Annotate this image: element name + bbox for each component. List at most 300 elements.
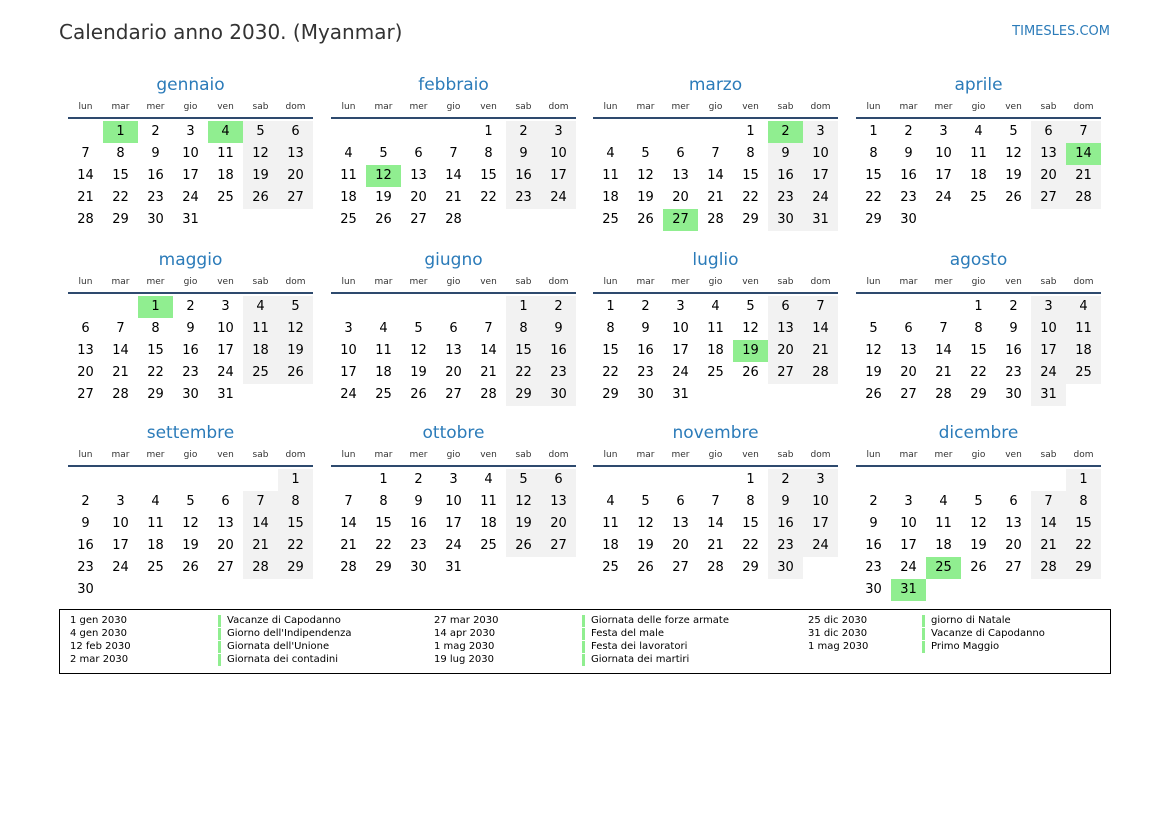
month-name: settembre — [146, 423, 235, 443]
day-cell: 16 — [900, 168, 917, 183]
day-cell: 23 — [410, 538, 427, 553]
day-cell: 18 — [602, 538, 619, 553]
day-cell: 13 — [1005, 516, 1022, 531]
day-cell: 19 — [637, 538, 654, 553]
day-cell: 21 — [480, 365, 497, 380]
day-cell: 10 — [445, 494, 462, 509]
holiday-name: Festa del male — [582, 628, 664, 640]
day-cell: 18 — [375, 365, 392, 380]
day-cell: 20 — [672, 190, 689, 205]
holiday-name: Festa dei lavoratori — [582, 641, 687, 653]
day-cell: 15 — [278, 513, 313, 535]
day-cell: 21 — [1066, 165, 1101, 187]
weekday-label: lun — [603, 102, 618, 112]
day-cell: 23 — [541, 362, 576, 384]
weekday-label: ven — [480, 450, 497, 460]
day-cell: 21 — [1031, 535, 1066, 557]
day-cell: 10 — [803, 143, 838, 165]
day-cell: 7 — [484, 321, 493, 336]
day-cell: 11 — [935, 516, 952, 531]
holiday-name: Giorno dell'Indipendenza — [218, 628, 352, 640]
brand-link[interactable]: TIMESLES.COM — [1012, 24, 1110, 39]
day-cell: 12 — [1005, 146, 1022, 161]
day-cell: 1 — [506, 296, 541, 318]
weekday-label: lun — [866, 450, 881, 460]
holiday-date: 1 mag 2030 — [808, 641, 869, 652]
day-cell: 15 — [506, 340, 541, 362]
day-cell: 10 — [182, 146, 199, 161]
weekday-label: sab — [1040, 277, 1057, 287]
day-cell: 1 — [1066, 469, 1101, 491]
day-cell: 15 — [742, 168, 759, 183]
day-cell: 10 — [935, 146, 952, 161]
day-cell: 10 — [672, 321, 689, 336]
day-cell: 22 — [742, 190, 759, 205]
day-cell: 26 — [410, 387, 427, 402]
day-cell: 12 — [637, 516, 654, 531]
day-cell: 28 — [243, 557, 278, 579]
day-cell: 6 — [904, 321, 913, 336]
day-cell: 30 — [637, 387, 654, 402]
day-cell: 27 — [541, 535, 576, 557]
month-header-rule — [856, 465, 1101, 467]
weekday-label: sab — [515, 450, 532, 460]
day-cell: 22 — [602, 365, 619, 380]
holiday-name: Giornata dei contadini — [218, 654, 338, 666]
day-cell: 8 — [116, 146, 125, 161]
day-cell: 2 — [768, 469, 803, 491]
day-cell: 22 — [865, 190, 882, 205]
weekday-label: gio — [446, 450, 461, 460]
day-cell: 16 — [410, 516, 427, 531]
day-cell: 10 — [541, 143, 576, 165]
day-cell: 1 — [484, 124, 493, 139]
day-cell: 1 — [869, 124, 878, 139]
day-cell: 9 — [186, 321, 195, 336]
month-name: aprile — [954, 75, 1003, 95]
weekday-label: dom — [548, 277, 569, 287]
weekday-label: mer — [146, 277, 165, 287]
day-cell: 15 — [480, 168, 497, 183]
weekday-label: mar — [111, 102, 130, 112]
day-cell: 1 — [278, 469, 313, 491]
day-cell: 21 — [707, 190, 724, 205]
day-cell: 31 — [217, 387, 234, 402]
day-cell: 16 — [541, 340, 576, 362]
day-cell: 25 — [480, 538, 497, 553]
day-cell: 9 — [1009, 321, 1018, 336]
day-cell: 22 — [112, 190, 129, 205]
day-cell: 22 — [506, 362, 541, 384]
day-cell: 20 — [672, 538, 689, 553]
day-cell: 20 — [77, 365, 94, 380]
holiday-day-cell: 1 — [138, 296, 173, 318]
day-cell: 21 — [243, 535, 278, 557]
day-cell: 17 — [900, 538, 917, 553]
day-cell: 8 — [746, 494, 755, 509]
day-cell: 29 — [375, 560, 392, 575]
day-cell: 14 — [340, 516, 357, 531]
day-cell: 6 — [1009, 494, 1018, 509]
day-cell: 17 — [340, 365, 357, 380]
day-cell: 3 — [344, 321, 353, 336]
month-header-rule — [68, 292, 313, 294]
day-cell: 30 — [900, 212, 917, 227]
day-cell: 5 — [379, 146, 388, 161]
holiday-day-cell: 14 — [1066, 143, 1101, 165]
weekday-label: lun — [603, 277, 618, 287]
weekday-label: sab — [252, 450, 269, 460]
holiday-name: Primo Maggio — [922, 641, 999, 653]
day-cell: 27 — [672, 560, 689, 575]
day-cell: 18 — [243, 340, 278, 362]
weekday-label: lun — [341, 277, 356, 287]
day-cell: 19 — [182, 538, 199, 553]
day-cell: 27 — [77, 387, 94, 402]
day-cell: 29 — [742, 560, 759, 575]
holiday-date: 19 lug 2030 — [434, 654, 494, 665]
day-cell: 16 — [182, 343, 199, 358]
weekday-label: lun — [341, 102, 356, 112]
day-cell: 18 — [935, 538, 952, 553]
month-header-rule — [593, 117, 838, 119]
weekday-label: dom — [285, 102, 306, 112]
day-cell: 29 — [602, 387, 619, 402]
weekday-label: mer — [146, 450, 165, 460]
day-cell: 28 — [77, 212, 94, 227]
weekday-label: gio — [708, 277, 723, 287]
day-cell: 4 — [939, 494, 948, 509]
holiday-date: 4 gen 2030 — [70, 628, 128, 639]
day-cell: 22 — [147, 365, 164, 380]
day-cell: 17 — [672, 343, 689, 358]
day-cell: 13 — [217, 516, 234, 531]
day-cell: 25 — [147, 560, 164, 575]
weekday-label: gio — [708, 102, 723, 112]
day-cell: 28 — [803, 362, 838, 384]
month-name: marzo — [688, 75, 743, 95]
day-cell: 26 — [970, 560, 987, 575]
day-cell: 27 — [900, 387, 917, 402]
weekday-label: mar — [111, 450, 130, 460]
day-cell: 18 — [1066, 340, 1101, 362]
day-cell: 19 — [1005, 168, 1022, 183]
weekday-label: mar — [374, 450, 393, 460]
weekday-label: ven — [480, 277, 497, 287]
day-cell: 18 — [217, 168, 234, 183]
weekday-label: dom — [285, 277, 306, 287]
month-header-rule — [856, 117, 1101, 119]
day-cell: 28 — [445, 212, 462, 227]
day-cell: 14 — [480, 343, 497, 358]
weekday-label: ven — [1005, 450, 1022, 460]
holiday-name: Giornata dei martiri — [582, 654, 689, 666]
day-cell: 23 — [506, 187, 541, 209]
day-cell: 11 — [707, 321, 724, 336]
day-cell: 24 — [900, 560, 917, 575]
day-cell: 8 — [278, 491, 313, 513]
day-cell: 28 — [935, 387, 952, 402]
day-cell: 6 — [449, 321, 458, 336]
day-cell: 7 — [344, 494, 353, 509]
weekday-label: ven — [742, 450, 759, 460]
weekday-label: ven — [217, 277, 234, 287]
day-cell: 18 — [147, 538, 164, 553]
day-cell: 5 — [869, 321, 878, 336]
day-cell: 18 — [970, 168, 987, 183]
weekday-label: sab — [252, 277, 269, 287]
weekday-label: mar — [636, 102, 655, 112]
day-cell: 20 — [278, 165, 313, 187]
weekday-label: sab — [777, 277, 794, 287]
day-cell: 19 — [865, 365, 882, 380]
day-cell: 17 — [935, 168, 952, 183]
day-cell: 21 — [112, 365, 129, 380]
day-cell: 19 — [278, 340, 313, 362]
day-cell: 19 — [637, 190, 654, 205]
day-cell: 28 — [480, 387, 497, 402]
day-cell: 6 — [278, 121, 313, 143]
day-cell: 26 — [865, 387, 882, 402]
day-cell: 11 — [217, 146, 234, 161]
day-cell: 8 — [746, 146, 755, 161]
day-cell: 2 — [641, 299, 650, 314]
day-cell: 26 — [506, 535, 541, 557]
holiday-day-cell: 31 — [891, 579, 926, 601]
month-name: luglio — [692, 250, 739, 270]
day-cell: 25 — [602, 560, 619, 575]
day-cell: 9 — [81, 516, 90, 531]
day-cell: 30 — [541, 384, 576, 406]
day-cell: 30 — [1005, 387, 1022, 402]
day-cell: 17 — [1031, 340, 1066, 362]
day-cell: 15 — [602, 343, 619, 358]
day-cell: 9 — [151, 146, 160, 161]
day-cell: 8 — [869, 146, 878, 161]
day-cell: 13 — [900, 343, 917, 358]
day-cell: 2 — [506, 121, 541, 143]
day-cell: 25 — [707, 365, 724, 380]
day-cell: 7 — [939, 321, 948, 336]
day-cell: 4 — [606, 146, 615, 161]
day-cell: 11 — [602, 516, 619, 531]
day-cell: 2 — [186, 299, 195, 314]
day-cell: 10 — [340, 343, 357, 358]
day-cell: 21 — [935, 365, 952, 380]
weekday-label: mer — [934, 450, 953, 460]
day-cell: 13 — [672, 168, 689, 183]
holiday-day-cell: 4 — [208, 121, 243, 143]
day-cell: 21 — [707, 538, 724, 553]
day-cell: 12 — [742, 321, 759, 336]
day-cell: 9 — [414, 494, 423, 509]
weekday-label: dom — [548, 102, 569, 112]
day-cell: 3 — [221, 299, 230, 314]
weekday-label: sab — [1040, 102, 1057, 112]
day-cell: 5 — [641, 146, 650, 161]
day-cell: 20 — [768, 340, 803, 362]
weekday-label: mer — [934, 102, 953, 112]
day-cell: 14 — [935, 343, 952, 358]
day-cell: 6 — [768, 296, 803, 318]
month-header-rule — [331, 465, 576, 467]
day-cell: 19 — [375, 190, 392, 205]
day-cell: 28 — [707, 560, 724, 575]
holiday-name: Giornata delle forze armate — [582, 615, 729, 627]
holiday-day-cell: 19 — [733, 340, 768, 362]
day-cell: 26 — [742, 365, 759, 380]
day-cell: 30 — [182, 387, 199, 402]
weekday-label: gio — [446, 277, 461, 287]
weekday-label: mer — [671, 450, 690, 460]
day-cell: 9 — [641, 321, 650, 336]
holiday-day-cell: 1 — [103, 121, 138, 143]
day-cell: 14 — [445, 168, 462, 183]
day-cell: 30 — [865, 582, 882, 597]
day-cell: 5 — [186, 494, 195, 509]
day-cell: 28 — [1031, 557, 1066, 579]
weekday-label: sab — [1040, 450, 1057, 460]
day-cell: 16 — [147, 168, 164, 183]
weekday-label: mer — [409, 102, 428, 112]
day-cell: 15 — [147, 343, 164, 358]
day-cell: 11 — [970, 146, 987, 161]
day-cell: 16 — [637, 343, 654, 358]
day-cell: 9 — [869, 516, 878, 531]
day-cell: 5 — [278, 296, 313, 318]
day-cell: 24 — [340, 387, 357, 402]
day-cell: 1 — [606, 299, 615, 314]
day-cell: 13 — [77, 343, 94, 358]
day-cell: 24 — [803, 187, 838, 209]
day-cell: 18 — [480, 516, 497, 531]
day-cell: 13 — [672, 516, 689, 531]
weekday-label: lun — [341, 450, 356, 460]
day-cell: 26 — [637, 212, 654, 227]
day-cell: 31 — [803, 209, 838, 231]
day-cell: 17 — [217, 343, 234, 358]
weekday-label: gio — [446, 102, 461, 112]
weekday-label: mar — [636, 450, 655, 460]
day-cell: 15 — [375, 516, 392, 531]
day-cell: 13 — [541, 491, 576, 513]
day-cell: 9 — [506, 143, 541, 165]
day-cell: 26 — [637, 560, 654, 575]
day-cell: 12 — [970, 516, 987, 531]
day-cell: 29 — [1066, 557, 1101, 579]
day-cell: 7 — [81, 146, 90, 161]
day-cell: 19 — [970, 538, 987, 553]
weekday-label: mer — [671, 277, 690, 287]
day-cell: 2 — [414, 472, 423, 487]
day-cell: 11 — [375, 343, 392, 358]
day-cell: 24 — [803, 535, 838, 557]
day-cell: 3 — [1031, 296, 1066, 318]
holiday-date: 25 dic 2030 — [808, 615, 868, 626]
day-cell: 3 — [541, 121, 576, 143]
weekday-label: gio — [971, 450, 986, 460]
month-header-rule — [68, 465, 313, 467]
weekday-label: gio — [971, 277, 986, 287]
day-cell: 31 — [1031, 384, 1066, 406]
day-cell: 26 — [182, 560, 199, 575]
day-cell: 3 — [904, 494, 913, 509]
day-cell: 2 — [81, 494, 90, 509]
day-cell: 23 — [900, 190, 917, 205]
day-cell: 20 — [1005, 538, 1022, 553]
weekday-label: lun — [866, 102, 881, 112]
day-cell: 4 — [484, 472, 493, 487]
day-cell: 7 — [711, 146, 720, 161]
day-cell: 6 — [541, 469, 576, 491]
day-cell: 16 — [768, 513, 803, 535]
weekday-label: gio — [183, 277, 198, 287]
day-cell: 26 — [375, 212, 392, 227]
day-cell: 31 — [445, 560, 462, 575]
day-cell: 17 — [541, 165, 576, 187]
day-cell: 10 — [112, 516, 129, 531]
day-cell: 3 — [803, 469, 838, 491]
holiday-date: 31 dic 2030 — [808, 628, 868, 639]
day-cell: 14 — [77, 168, 94, 183]
day-cell: 31 — [182, 212, 199, 227]
day-cell: 24 — [217, 365, 234, 380]
day-cell: 23 — [768, 187, 803, 209]
day-cell: 6 — [676, 494, 685, 509]
weekday-label: dom — [810, 102, 831, 112]
day-cell: 8 — [974, 321, 983, 336]
day-cell: 25 — [243, 362, 278, 384]
day-cell: 6 — [676, 146, 685, 161]
weekday-label: gio — [183, 102, 198, 112]
month-header-rule — [593, 292, 838, 294]
day-cell: 24 — [935, 190, 952, 205]
weekday-label: sab — [777, 450, 794, 460]
day-cell: 28 — [1066, 187, 1101, 209]
holiday-name: giorno di Natale — [922, 615, 1011, 627]
day-cell: 24 — [1031, 362, 1066, 384]
day-cell: 4 — [151, 494, 160, 509]
month-header-rule — [593, 465, 838, 467]
day-cell: 17 — [803, 165, 838, 187]
day-cell: 1 — [379, 472, 388, 487]
day-cell: 13 — [1031, 143, 1066, 165]
month-header-rule — [331, 292, 576, 294]
day-cell: 15 — [970, 343, 987, 358]
day-cell: 2 — [151, 124, 160, 139]
day-cell: 20 — [900, 365, 917, 380]
day-cell: 14 — [707, 168, 724, 183]
day-cell: 14 — [803, 318, 838, 340]
holiday-date: 2 mar 2030 — [70, 654, 129, 665]
day-cell: 27 — [445, 387, 462, 402]
day-cell: 3 — [116, 494, 125, 509]
day-cell: 28 — [707, 212, 724, 227]
day-cell: 12 — [243, 143, 278, 165]
day-cell: 15 — [865, 168, 882, 183]
weekday-label: dom — [548, 450, 569, 460]
day-cell: 23 — [1005, 365, 1022, 380]
day-cell: 26 — [278, 362, 313, 384]
weekday-label: mer — [671, 102, 690, 112]
day-cell: 29 — [147, 387, 164, 402]
day-cell: 9 — [904, 146, 913, 161]
day-cell: 22 — [278, 535, 313, 557]
day-cell: 23 — [147, 190, 164, 205]
day-cell: 4 — [974, 124, 983, 139]
day-cell: 28 — [112, 387, 129, 402]
day-cell: 24 — [445, 538, 462, 553]
